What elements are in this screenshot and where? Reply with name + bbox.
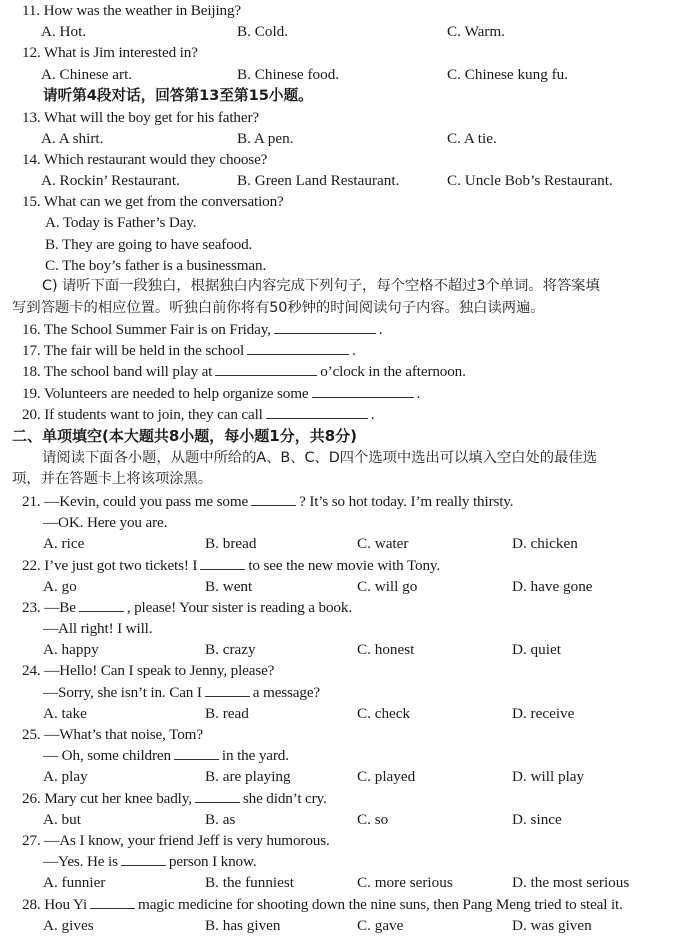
option-c[interactable]: C. more serious xyxy=(357,874,453,892)
option-a[interactable]: A. take xyxy=(43,704,87,722)
question-number: 23. xyxy=(22,598,41,616)
question-text: The fair will be held in the school xyxy=(43,342,245,360)
option-c[interactable]: C. gave xyxy=(357,916,404,934)
option-d[interactable]: D. the most serious xyxy=(512,874,630,892)
answer-blank[interactable] xyxy=(266,405,368,419)
question-text: Mary cut her knee badly, xyxy=(44,789,192,807)
option-row xyxy=(0,21,684,42)
question-text: How was the weather in Beijing? xyxy=(43,2,242,19)
question-number: 14. xyxy=(22,150,41,168)
question-text-tail: . xyxy=(370,405,375,423)
question-text-tail: . xyxy=(416,384,421,402)
part-c-instruction-line-1: C) 请听下面一段独白，根据独白内容完成下列句子，每个空格不超过3个单词。将答案填 xyxy=(42,278,600,295)
option-row xyxy=(0,639,684,660)
question-number: 20. xyxy=(22,405,41,423)
option-c[interactable]: C. Chinese kung fu. xyxy=(447,65,569,83)
answer-blank[interactable] xyxy=(195,789,240,803)
question-number: 18. xyxy=(22,363,41,381)
option-c[interactable]: C. played xyxy=(357,768,416,786)
question-number: 26. xyxy=(22,789,41,807)
question-number: 12. xyxy=(22,44,41,62)
section-two-instruction-line-2: 项，并在答题卡上将该项涂黑。 xyxy=(12,471,213,488)
option-row xyxy=(0,809,684,830)
question-number: 22. xyxy=(22,556,41,574)
option-d[interactable]: D. quiet xyxy=(512,641,561,659)
question-text: The School Summer Fair is on Friday, xyxy=(43,321,271,339)
answer-blank[interactable] xyxy=(174,746,219,760)
option-c[interactable]: C. Warm. xyxy=(447,23,505,41)
option-b[interactable]: B. as xyxy=(205,810,236,828)
question-stem xyxy=(0,491,684,512)
option-a[interactable]: A. Rockin’ Restaurant. xyxy=(41,172,180,190)
option-d[interactable]: D. since xyxy=(512,810,562,828)
option-b[interactable]: B. read xyxy=(205,704,249,722)
question-text: —What’s that noise, Tom? xyxy=(44,726,203,744)
option-a[interactable]: A. rice xyxy=(43,535,85,553)
reply-text-tail: a message? xyxy=(252,683,321,701)
fill-in-question xyxy=(0,319,684,340)
question-stem xyxy=(0,597,684,618)
question-text: I’ve just got two tickets! I xyxy=(44,556,198,574)
option-b[interactable]: B. has given xyxy=(205,916,281,934)
option-c[interactable]: C. Uncle Bob’s Restaurant. xyxy=(447,172,613,190)
fill-in-question xyxy=(0,361,684,382)
question-text-tail: ? It’s so hot today. I’m really thirsty. xyxy=(299,492,514,510)
question-stem xyxy=(0,0,684,21)
question-text: Which restaurant would they choose? xyxy=(43,150,268,168)
dialogue-reply: —OK. Here you are. xyxy=(43,514,168,532)
option-d[interactable]: D. receive xyxy=(512,704,575,722)
question-text-tail: . xyxy=(378,321,383,339)
question-stem xyxy=(0,191,684,212)
option-b[interactable]: B. bread xyxy=(205,535,257,553)
option-d[interactable]: D. was given xyxy=(512,916,592,934)
option-c[interactable]: C. A tie. xyxy=(447,129,497,147)
page-bottom-cutoff-artifact xyxy=(178,903,648,912)
option-b[interactable]: B. Cold. xyxy=(237,23,289,41)
option-a[interactable]: A. but xyxy=(43,810,81,828)
part-c-instruction-line-2: 写到答题卡的相应位置。听独白前你将有50秒钟的时间阅读句子内容。独白读两遍。 xyxy=(12,299,545,316)
question-number: 19. xyxy=(22,384,41,402)
question-text-tail: she didn’t cry. xyxy=(242,789,327,807)
answer-blank[interactable] xyxy=(205,683,250,697)
question-text-tail: magic medicine for shooting down the nine suns, then Pang Meng tried to steal it. xyxy=(138,895,623,913)
option-c[interactable]: C. so xyxy=(357,810,389,828)
option-row xyxy=(0,703,684,724)
option-row xyxy=(0,872,684,893)
dialogue-reply: —All right! I will. xyxy=(43,620,153,638)
option-row xyxy=(0,915,684,936)
option-a[interactable]: A. funnier xyxy=(43,874,106,892)
question-stem xyxy=(0,149,684,170)
fill-in-question xyxy=(0,404,684,425)
option-b[interactable]: B. are playing xyxy=(205,768,291,786)
answer-blank[interactable] xyxy=(90,895,135,909)
option-a[interactable]: A. Hot. xyxy=(41,23,87,41)
question-stem xyxy=(0,724,684,745)
question-text: Volunteers are needed to help organize some xyxy=(43,384,309,402)
option-a[interactable]: A. A shirt. xyxy=(41,129,104,147)
reply-text-tail: in the yard. xyxy=(221,747,289,765)
question-number: 27. xyxy=(22,831,41,849)
fill-in-question xyxy=(0,340,684,361)
question-number: 15. xyxy=(22,193,41,211)
answer-blank[interactable] xyxy=(79,598,124,612)
dialogue-4-heading xyxy=(0,85,684,107)
option-row xyxy=(0,576,684,597)
question-number: 13. xyxy=(22,108,41,126)
question-number: 16. xyxy=(22,321,41,339)
option-d[interactable]: D. will play xyxy=(512,768,585,786)
question-text-tail: to see the new movie with Tony. xyxy=(248,556,441,574)
question-text: —Hello! Can I speak to Jenny, please? xyxy=(44,662,275,680)
section-two-instruction-line-1: 请阅读下面各小题，从题中所给的A、B、C、D四个选项中选出可以填入空白处的最佳选 xyxy=(42,449,597,466)
reply-text: — Oh, some children xyxy=(43,747,171,765)
option-a[interactable]: A. happy xyxy=(43,641,99,659)
option-a[interactable]: A. gives xyxy=(43,916,94,934)
answer-blank[interactable] xyxy=(312,384,414,398)
question-stem xyxy=(0,555,684,576)
option-b[interactable]: B. They are going to have seafood. xyxy=(45,235,253,253)
question-text: Hou Yi xyxy=(44,895,88,913)
option-b[interactable]: B. crazy xyxy=(205,641,256,659)
option-b[interactable]: B. Green Land Restaurant. xyxy=(237,172,400,190)
option-a[interactable]: A. Chinese art. xyxy=(41,65,133,83)
option-b[interactable]: B. the funniest xyxy=(205,874,295,892)
option-row xyxy=(0,766,684,787)
dialogue-4-heading-text: 请听第4段对话，回答第13至第15小题。 xyxy=(43,86,313,104)
dialogue-reply xyxy=(0,851,684,872)
option-c[interactable]: C. The boy’s father is a businessman. xyxy=(45,256,267,274)
answer-blank[interactable] xyxy=(215,362,317,376)
reply-text: —Yes. He is xyxy=(43,853,118,871)
option-c[interactable]: C. water xyxy=(357,535,409,553)
option-c[interactable]: C. check xyxy=(357,704,411,722)
question-stem xyxy=(0,107,684,128)
option-a[interactable]: A. go xyxy=(43,577,77,595)
question-text: —As I know, your friend Jeff is very humorous. xyxy=(44,831,330,849)
dialogue-reply xyxy=(0,682,684,703)
question-text: What will the boy get for his father? xyxy=(43,108,259,126)
option-c[interactable]: C. honest xyxy=(357,641,415,659)
question-text-tail: o’clock in the afternoon. xyxy=(320,363,466,381)
question-number: 21. xyxy=(22,492,41,510)
option-row xyxy=(0,170,684,191)
question-text: —Be xyxy=(44,598,76,616)
question-stem xyxy=(0,660,684,681)
answer-blank[interactable] xyxy=(121,852,166,866)
question-number: 17. xyxy=(22,342,41,360)
fill-in-question xyxy=(0,383,684,404)
question-text: What is Jim interested in? xyxy=(43,44,198,62)
option-d[interactable]: D. chicken xyxy=(512,535,578,553)
answer-blank[interactable] xyxy=(247,341,349,355)
question-stem xyxy=(0,788,684,809)
question-stem xyxy=(0,830,684,851)
question-text-tail: . xyxy=(352,342,356,360)
option-b[interactable]: B. Chinese food. xyxy=(237,65,340,83)
reply-text-tail: person I know. xyxy=(168,853,257,871)
question-stem xyxy=(0,42,684,63)
question-number: 11. xyxy=(22,2,40,19)
option-d[interactable]: D. have gone xyxy=(512,577,593,595)
answer-blank[interactable] xyxy=(274,320,376,334)
option-a[interactable]: A. play xyxy=(43,768,88,786)
question-text: The school band will play at xyxy=(43,363,213,381)
question-text-tail: , please! Your sister is reading a book. xyxy=(126,598,352,616)
option-c[interactable]: C. will go xyxy=(357,577,418,595)
question-number: 25. xyxy=(22,726,41,744)
answer-blank[interactable] xyxy=(251,492,296,506)
question-text: —Kevin, could you pass me some xyxy=(44,492,249,510)
dialogue-reply xyxy=(0,745,684,766)
option-row xyxy=(0,128,684,149)
option-b[interactable]: B. A pen. xyxy=(237,129,294,147)
section-two-heading: 二、单项填空(本大题共8小题，每小题1分，共8分) xyxy=(12,426,358,445)
option-a[interactable]: A. Today is Father’s Day. xyxy=(45,214,197,232)
question-text: If students want to join, they can call xyxy=(44,405,263,423)
question-text: What can we get from the conversation? xyxy=(43,193,284,211)
option-row xyxy=(0,64,684,85)
option-row xyxy=(0,533,684,554)
reply-text: —Sorry, she isn’t in. Can I xyxy=(43,683,202,701)
option-b[interactable]: B. went xyxy=(205,577,253,595)
question-number: 24. xyxy=(22,662,41,680)
question-number: 28. xyxy=(22,895,41,913)
answer-blank[interactable] xyxy=(200,556,245,570)
